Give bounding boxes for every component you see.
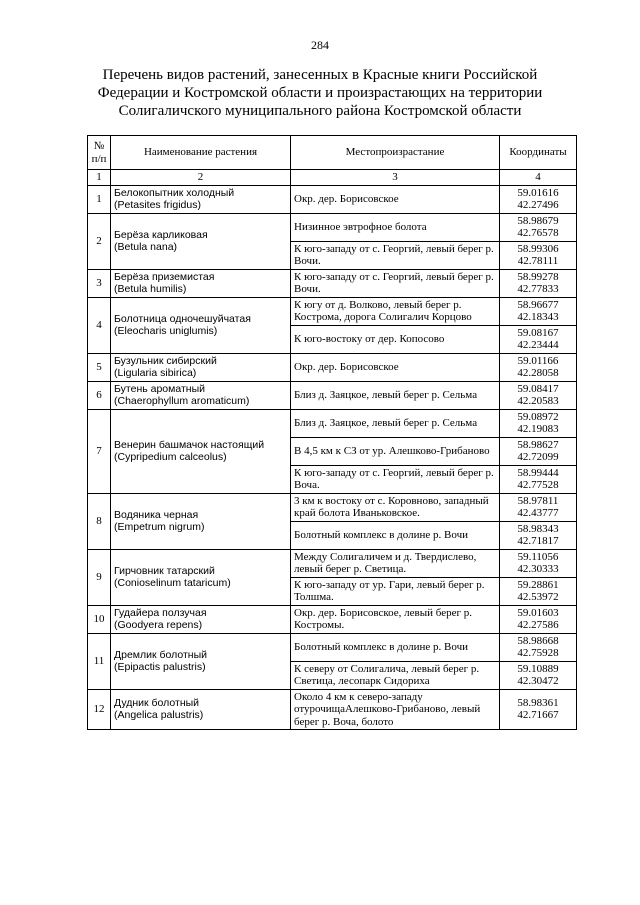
coordinates xyxy=(500,437,577,465)
row-number: 10 xyxy=(88,605,111,633)
longitude: 42.72099 xyxy=(517,451,559,463)
plant-latin-name: (Epipactis palustris) xyxy=(114,661,206,673)
header-location: Местопроизрастание xyxy=(291,136,500,170)
page-title xyxy=(70,66,570,120)
table-row xyxy=(88,633,577,661)
table-row xyxy=(88,409,577,437)
latitude: 59.08417 xyxy=(517,382,559,395)
table-row xyxy=(88,605,577,633)
latitude: 59.08167 xyxy=(517,326,559,339)
latitude: 58.97811 xyxy=(517,494,559,507)
plant-latin-name: (Empetrum nigrum) xyxy=(114,521,205,533)
table-row xyxy=(88,689,577,730)
plant-latin-name: (Cypripedium calceolus) xyxy=(114,451,227,463)
plant-latin-name: (Betula humilis) xyxy=(114,283,187,295)
coordinates xyxy=(500,521,577,549)
longitude: 42.23444 xyxy=(517,339,559,351)
longitude: 42.30333 xyxy=(517,563,559,575)
latitude: 59.01603 xyxy=(517,606,559,619)
plant-name xyxy=(111,409,291,493)
plant-latin-name: (Ligularia sibirica) xyxy=(114,367,197,379)
location: 3 км к востоку от с. Коровново, западный край болота Иваньковское. xyxy=(291,493,500,521)
longitude: 42.71817 xyxy=(517,535,559,547)
plant-russian-name: Белокопытник холодный xyxy=(114,186,235,199)
latitude: 58.98668 xyxy=(517,634,559,647)
location: Болотный комплекс в долине р. Вочи xyxy=(291,521,500,549)
row-number: 8 xyxy=(88,493,111,549)
header-number-abbr: п/п xyxy=(91,152,107,165)
location: Окр. дер. Борисовское xyxy=(291,353,500,381)
longitude: 42.53972 xyxy=(517,591,559,603)
row-number: 9 xyxy=(88,549,111,605)
coordinates xyxy=(500,185,577,213)
plant-russian-name: Берёза карликовая xyxy=(114,228,208,241)
page-number: 284 xyxy=(311,38,329,52)
plant-name xyxy=(111,549,291,605)
table-row xyxy=(88,353,577,381)
longitude: 42.78111 xyxy=(517,255,559,267)
location: Близ д. Заяцкое, левый берег р. Сельма xyxy=(291,381,500,409)
location: Между Солигаличем и д. Твердислево, левый берег р. Светица. xyxy=(291,549,500,577)
table-row xyxy=(88,297,577,325)
location: В 4,5 км к СЗ от ур. Алешково-Грибаново xyxy=(291,437,500,465)
longitude: 42.27496 xyxy=(517,199,559,211)
location: К югу от д. Волково, левый берег р. Кострома, дорога Солигалич Корцово xyxy=(291,297,500,325)
header-coordinates: Координаты xyxy=(500,136,577,170)
table-row xyxy=(88,549,577,577)
coordinates xyxy=(500,689,577,730)
latitude: 59.11056 xyxy=(517,550,559,563)
longitude: 42.71667 xyxy=(517,709,559,722)
plant-russian-name: Гирчовник татарский xyxy=(114,564,215,577)
column-number: 3 xyxy=(291,170,500,186)
longitude: 42.28058 xyxy=(517,367,559,379)
latitude: 59.28861 xyxy=(517,578,559,591)
longitude: 42.76578 xyxy=(517,227,559,239)
plant-name xyxy=(111,213,291,269)
plant-russian-name: Гудайера ползучая xyxy=(114,606,207,619)
plant-latin-name: (Betula nana) xyxy=(114,241,178,253)
plant-latin-name: (Chaerophyllum aromaticum) xyxy=(114,395,250,407)
longitude: 42.77833 xyxy=(517,283,559,295)
longitude: 42.27586 xyxy=(517,619,559,631)
plant-latin-name: (Eleocharis uniglumis) xyxy=(114,325,218,337)
header-number xyxy=(88,136,111,170)
longitude: 42.77528 xyxy=(517,479,559,491)
table-row xyxy=(88,493,577,521)
plant-latin-name: (Goodyera repens) xyxy=(114,619,203,631)
location: К северу от Солигалича, левый берег р. Светица, лесопарк Сидориха xyxy=(291,661,500,689)
location: Близ д. Заяцкое, левый берег р. Сельма xyxy=(291,409,500,437)
plant-russian-name: Бузульник сибирский xyxy=(114,354,217,367)
header-row xyxy=(88,136,577,170)
plant-latin-name: (Angelica palustris) xyxy=(114,709,204,722)
title-line: Перечень видов растений, занесенных в Красные книги Российской xyxy=(102,67,538,83)
title-line: Федерации и Костромской области и произрастающих на территории xyxy=(97,85,543,101)
row-number: 6 xyxy=(88,381,111,409)
plant-name xyxy=(111,353,291,381)
plant-latin-name: (Conioselinum tataricum) xyxy=(114,577,231,589)
plant-name xyxy=(111,493,291,549)
table-row xyxy=(88,213,577,241)
plant-name xyxy=(111,381,291,409)
latitude: 58.99444 xyxy=(517,466,559,479)
plant-name xyxy=(111,185,291,213)
column-number: 4 xyxy=(500,170,577,186)
column-number-row xyxy=(88,170,577,186)
location: К юго-востоку от дер. Копосово xyxy=(291,325,500,353)
longitude: 42.30472 xyxy=(517,675,559,687)
row-number: 2 xyxy=(88,213,111,269)
location: К юго-западу от с. Георгий, левый берег р. Воча. xyxy=(291,465,500,493)
coordinates xyxy=(500,577,577,605)
coordinates xyxy=(500,269,577,297)
latitude: 58.98343 xyxy=(517,522,559,535)
latitude: 59.01616 xyxy=(517,186,559,199)
header-plant-name: Наименование растения xyxy=(111,136,291,170)
location: К юго-западу от с. Георгий, левый берег р. Вочи. xyxy=(291,269,500,297)
plant-latin-name: (Petasites frigidus) xyxy=(114,199,201,211)
table-row xyxy=(88,185,577,213)
red-book-plants-table xyxy=(87,135,577,730)
coordinates xyxy=(500,549,577,577)
longitude: 42.75928 xyxy=(517,647,559,659)
longitude: 42.19083 xyxy=(517,423,559,435)
location: Около 4 км к северо-западу отурочищаАлешково-Грибаново, левый берег р. Воча, болото xyxy=(291,689,500,730)
coordinates xyxy=(500,325,577,353)
plant-russian-name: Дудник болотный xyxy=(114,696,200,709)
coordinates xyxy=(500,493,577,521)
header-number-symbol: № xyxy=(93,140,105,152)
plant-russian-name: Берёза приземистая xyxy=(114,270,215,283)
latitude: 59.10889 xyxy=(517,662,559,675)
coordinates xyxy=(500,213,577,241)
plant-name xyxy=(111,269,291,297)
table-row xyxy=(88,269,577,297)
row-number: 7 xyxy=(88,409,111,493)
coordinates xyxy=(500,409,577,437)
column-number: 2 xyxy=(111,170,291,186)
latitude: 58.98361 xyxy=(517,696,559,709)
row-number: 4 xyxy=(88,297,111,353)
coordinates xyxy=(500,297,577,325)
longitude: 42.18343 xyxy=(517,311,559,323)
plant-russian-name: Бутень ароматный xyxy=(114,382,205,395)
coordinates xyxy=(500,605,577,633)
location: Низинное эвтрофное болота xyxy=(291,213,500,241)
latitude: 58.96677 xyxy=(517,298,559,311)
latitude: 58.98679 xyxy=(517,214,559,227)
title-line: Солигаличского муниципального района Костромской области xyxy=(118,103,522,119)
plant-name xyxy=(111,633,291,689)
coordinates xyxy=(500,381,577,409)
location: Окр. дер. Борисовское xyxy=(291,185,500,213)
latitude: 59.08972 xyxy=(517,410,559,423)
location: К юго-западу от ур. Гари, левый берег р. Толшма. xyxy=(291,577,500,605)
coordinates xyxy=(500,633,577,661)
plant-russian-name: Венерин башмачок настоящий xyxy=(114,438,265,451)
latitude: 58.99306 xyxy=(517,242,559,255)
coordinates xyxy=(500,661,577,689)
location: Болотный комплекс в долине р. Вочи xyxy=(291,633,500,661)
column-number: 1 xyxy=(88,170,111,186)
plant-name xyxy=(111,297,291,353)
plant-russian-name: Дремлик болотный xyxy=(114,648,208,661)
row-number: 5 xyxy=(88,353,111,381)
longitude: 42.43777 xyxy=(517,507,559,519)
location: К юго-западу от с. Георгий, левый берег р. Вочи. xyxy=(291,241,500,269)
row-number: 11 xyxy=(88,633,111,689)
plant-name xyxy=(111,689,291,730)
table-row xyxy=(88,381,577,409)
row-number: 12 xyxy=(88,689,111,730)
row-number: 3 xyxy=(88,269,111,297)
row-number: 1 xyxy=(88,185,111,213)
location: Окр. дер. Борисовское, левый берег р. Костромы. xyxy=(291,605,500,633)
plant-name xyxy=(111,605,291,633)
latitude: 58.98627 xyxy=(517,438,559,451)
coordinates xyxy=(500,465,577,493)
plant-russian-name: Болотница одночешуйчатая xyxy=(114,312,251,325)
longitude: 42.20583 xyxy=(517,395,559,407)
latitude: 58.99278 xyxy=(517,270,559,283)
coordinates xyxy=(500,241,577,269)
coordinates xyxy=(500,353,577,381)
plant-russian-name: Водяника черная xyxy=(114,508,199,521)
latitude: 59.01166 xyxy=(517,354,559,367)
